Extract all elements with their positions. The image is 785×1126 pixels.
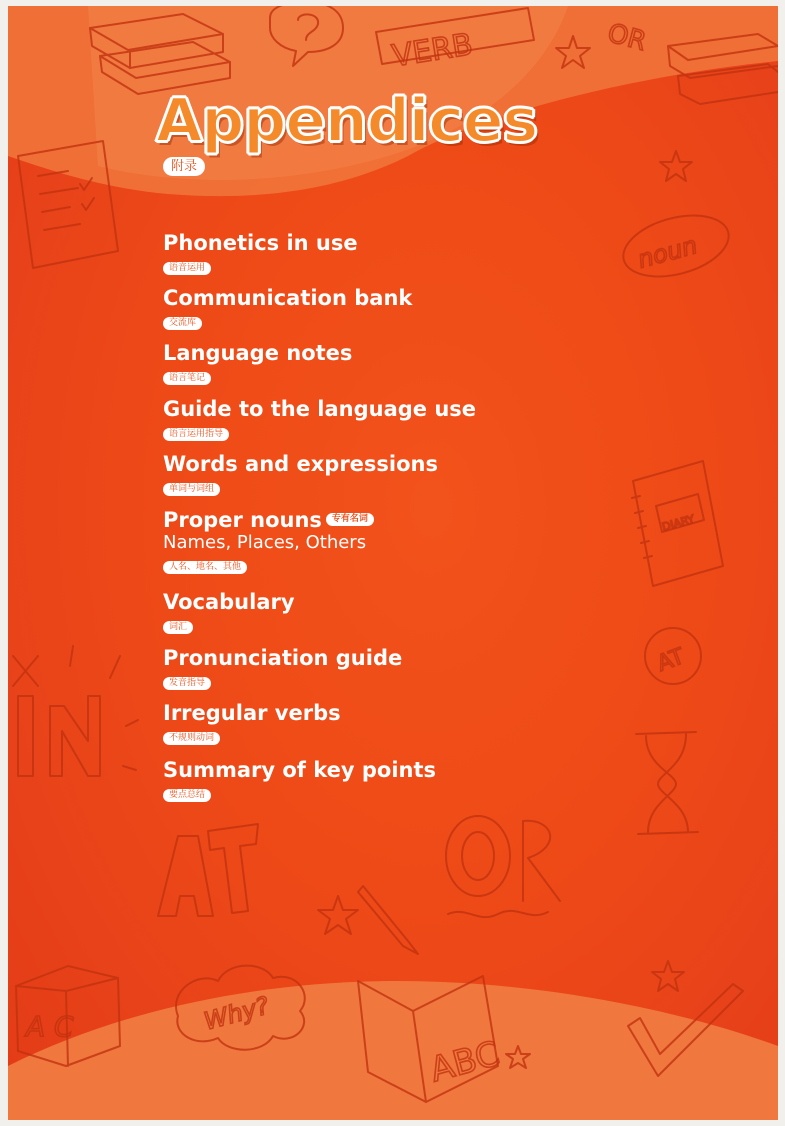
why-doodle-text: Why?	[201, 991, 272, 1036]
toc-entry-pronunciation-guide[interactable]	[163, 646, 402, 690]
toc-entry-communication-bank[interactable]	[163, 286, 412, 330]
or-top-doodle-text: OR	[604, 18, 650, 58]
appendices-page	[8, 6, 778, 1120]
pencil-doodle	[358, 886, 418, 954]
verb-doodle-text: VERB	[389, 27, 476, 75]
toc-entry-title[interactable]: Pronunciation guide	[163, 646, 403, 670]
toc-entry-cn-badge: 专有名词	[326, 513, 374, 526]
toc-entry-cn-badge: 语言笔记	[163, 372, 211, 385]
toc-entry-vocabulary[interactable]	[163, 590, 295, 634]
toc-entry-cn-badge: 要点总结	[163, 789, 211, 802]
page-title-cn-badge: 附录	[163, 157, 205, 176]
diary-doodle-text: DIARY	[660, 512, 696, 534]
toc-entry-title[interactable]: Words and expressions	[163, 452, 438, 476]
toc-entry-sub-cn-badge: 人名、地名、其他	[163, 561, 247, 574]
at-letters-doodle	[158, 824, 258, 916]
star-br-doodle	[652, 961, 684, 991]
blocks-doodle-text: A C	[26, 1010, 74, 1043]
toc-entry-title-row[interactable]	[163, 508, 374, 532]
or-bottom-doodle	[446, 816, 560, 917]
toc-entry-language-guide[interactable]	[163, 397, 476, 441]
toc-entry-language-notes[interactable]	[163, 341, 352, 385]
toc-entry-proper-nouns[interactable]	[163, 508, 374, 574]
toc-entry-title[interactable]: Summary of key points	[163, 758, 437, 782]
toc-entry-cn-badge: 交流库	[163, 317, 202, 330]
toc-entry-title[interactable]: Proper nouns	[163, 508, 322, 532]
abc-doodle-text: ABC	[426, 1033, 504, 1091]
toc-entry-cn-badge: 单词与词组	[163, 483, 220, 496]
toc-entry-title[interactable]: Vocabulary	[163, 590, 295, 614]
toc-entry-title[interactable]: Language notes	[163, 341, 353, 365]
toc-entry-title[interactable]: Communication bank	[163, 286, 413, 310]
background-doodles	[8, 6, 778, 1120]
toc-entry-words-expressions[interactable]	[163, 452, 438, 496]
hourglass-doodle	[636, 732, 698, 834]
page-title: Appendices	[156, 86, 538, 156]
toc-entry-title[interactable]: Guide to the language use	[163, 397, 477, 421]
toc-entry-cn-badge: 不规则动词	[163, 732, 220, 745]
toc-entry-irregular-verbs[interactable]	[163, 701, 341, 745]
toc-entry-phonetics[interactable]	[163, 231, 358, 275]
toc-entry-title[interactable]: Irregular verbs	[163, 701, 341, 725]
noun-doodle-text: noun	[634, 231, 701, 274]
toc-entry-cn-badge: 发音指导	[163, 677, 211, 690]
toc-entry-cn-badge: 语音运用	[163, 262, 211, 275]
toc-entry-cn-badge: 语言运用指导	[163, 428, 229, 441]
star-right-doodle	[660, 151, 692, 181]
star-bottom-doodle	[318, 896, 358, 934]
in-letters-doodle	[13, 646, 138, 776]
toc-entry-subtitle: Names, Places, Others	[163, 532, 367, 553]
toc-entry-title[interactable]: Phonetics in use	[163, 231, 358, 255]
at-right-doodle-text: AT	[653, 644, 688, 677]
toc-entry-cn-badge: 词汇	[163, 621, 193, 634]
toc-entry-summary-key-points[interactable]	[163, 758, 436, 802]
